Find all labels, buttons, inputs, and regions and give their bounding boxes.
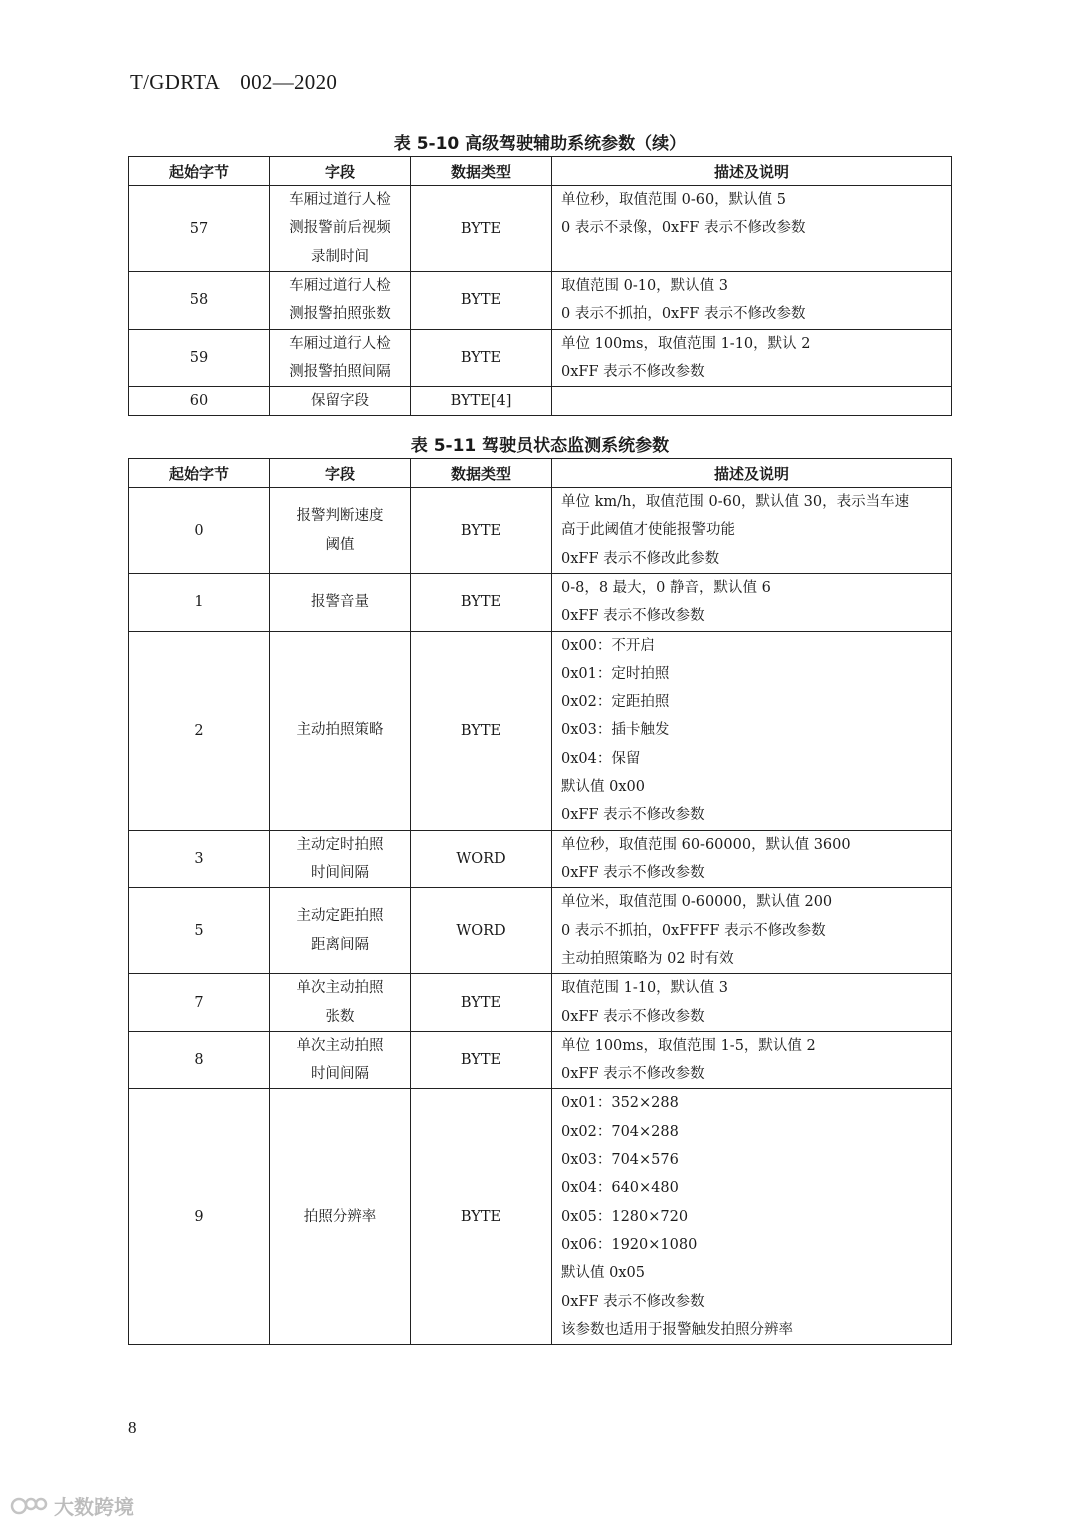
table-row [129,387,952,416]
header-description: 描述及说明 [552,459,952,488]
description-line: 单位 100ms，取值范围 1-5，默认值 2 [561,1037,816,1054]
description-line: 0x01：定时拍照 [561,665,670,682]
description-line: 0-8，8 最大，0 静音，默认值 6 [561,580,771,596]
description-line: 高于此阈值才使能报警功能 [561,522,735,539]
header-field: 字段 [270,459,411,488]
description-line: 0x04：640×480 [561,1180,679,1197]
cell-data-type: BYTE[4] [411,387,552,416]
cell-data-type: BYTE [411,488,552,574]
cell-field [270,186,411,272]
description-line: 取值范围 1-10，默认值 3 [561,980,729,997]
table-row [129,574,952,632]
cell-description [552,1031,952,1089]
table-row [129,1031,952,1089]
field-line: 测报警拍照张数 [289,306,391,323]
field-line: 车厢过道行人检 [289,192,391,209]
description-line: 取值范围 0-10，默认值 3 [561,278,729,294]
field-line: 报警判断速度 [296,508,384,525]
header-field: 字段 [270,157,411,186]
table-5-10 [128,156,952,416]
description-line: 0xFF 表示不修改参数 [561,1293,705,1310]
description-line: 0 表示不抓拍，0xFFFF 表示不修改参数 [561,922,826,939]
table-5-11-caption: 表 5-11 驾驶员状态监测系统参数 [410,436,670,456]
cell-start-byte: 8 [129,1031,270,1089]
field-line: 单次主动拍照 [296,1037,384,1054]
field-line: 时间间隔 [311,864,369,881]
description-line: 单位米，取值范围 0-60000，默认值 200 [561,894,833,911]
description-line: 0xFF 表示不修改此参数 [561,550,720,567]
cell-description [552,186,952,272]
description-line: 0xFF 表示不修改参数 [561,864,705,881]
table-row [129,631,952,830]
field-line: 主动定距拍照 [296,908,384,925]
field-line: 测报警拍照间隔 [289,363,391,380]
cell-field [270,1089,411,1345]
description-line: 0xFF 表示不修改参数 [561,807,705,824]
cell-start-byte: 2 [129,631,270,830]
description-line: 0 表示不抓拍，0xFF 表示不修改参数 [561,306,806,323]
cell-start-byte: 3 [129,830,270,888]
cell-description [552,488,952,574]
cell-description [552,1089,952,1345]
cell-description [552,574,952,632]
cell-description [552,272,952,330]
field-line: 报警音量 [311,594,369,611]
cell-start-byte: 59 [129,329,270,387]
field-line: 张数 [325,1008,355,1025]
field-line: 测报警前后视频 [289,220,391,237]
cell-description [552,974,952,1032]
cell-data-type: BYTE [411,272,552,330]
description-line: 0 表示不录像，0xFF 表示不修改参数 [561,220,806,237]
page-number: 8 [128,1418,137,1437]
cell-data-type: BYTE [411,1031,552,1089]
description-line: 0xFF 表示不修改参数 [561,363,705,380]
description-line: 0xFF 表示不修改参数 [561,1008,705,1025]
header-data-type: 数据类型 [411,459,552,488]
watermark-logo-icon [10,1495,50,1517]
description-line: 0x04：保留 [561,750,641,767]
cell-field [270,974,411,1032]
cell-data-type: WORD [411,830,552,888]
description-line: 0x06：1920×1080 [561,1236,698,1253]
table-5-10-caption: 表 5-10 高级驾驶辅助系统参数（续） [393,134,687,154]
table-row [129,888,952,974]
description-line: 单位秒，取值范围 60-60000，默认值 3600 [561,836,851,853]
cell-field [270,574,411,632]
cell-description [552,830,952,888]
cell-data-type: BYTE [411,574,552,632]
description-line: 0x02：定距拍照 [561,694,670,711]
document-header: T/GDRTA 002—2020 [130,70,338,94]
cell-start-byte: 60 [129,387,270,416]
cell-data-type: BYTE [411,186,552,272]
field-line: 保留字段 [311,393,369,410]
header-start-byte: 起始字节 [129,459,270,488]
description-line: 0x03：插卡触发 [561,722,670,739]
cell-description [552,329,952,387]
cell-field [270,888,411,974]
table-row [129,974,952,1032]
field-line: 主动拍照策略 [296,722,384,739]
cell-field [270,830,411,888]
cell-data-type: BYTE [411,1089,552,1345]
table-header-row [129,157,952,186]
header-start-byte: 起始字节 [129,157,270,186]
cell-start-byte: 7 [129,974,270,1032]
cell-field [270,329,411,387]
description-line: 默认值 0x00 [561,779,645,796]
watermark-text: 大数跨境 [54,1495,134,1519]
description-line: 0x05：1280×720 [561,1208,689,1225]
cell-start-byte: 1 [129,574,270,632]
cell-description [552,387,952,416]
cell-field [270,488,411,574]
table-row [129,830,952,888]
header-description: 描述及说明 [552,157,952,186]
description-line: 单位 100ms，取值范围 1-10，默认 2 [561,335,811,352]
description-line: 单位秒，取值范围 0-60，默认值 5 [561,192,787,208]
description-line: 单位 km/h，取值范围 0-60，默认值 30，表示当车速 [561,494,910,510]
table-row [129,186,952,272]
field-line: 车厢过道行人检 [289,278,391,294]
cell-start-byte: 58 [129,272,270,330]
cell-start-byte: 5 [129,888,270,974]
table-row [129,329,952,387]
table-row [129,272,952,330]
cell-field [270,272,411,330]
cell-description [552,631,952,830]
description-line: 0xFF 表示不修改参数 [561,608,705,625]
watermark [10,1491,134,1520]
description-line: 0x01：352×288 [561,1095,679,1112]
table-row [129,488,952,574]
table-header-row [129,459,952,488]
cell-data-type: BYTE [411,631,552,830]
field-line: 时间间隔 [311,1066,369,1083]
field-line: 阈值 [325,536,355,553]
header-data-type: 数据类型 [411,157,552,186]
description-line: 默认值 0x05 [561,1265,645,1282]
field-line: 车厢过道行人检 [289,335,391,352]
cell-description [552,888,952,974]
cell-data-type: WORD [411,888,552,974]
cell-start-byte: 0 [129,488,270,574]
field-line: 距离间隔 [311,936,369,953]
description-line: 0x00：不开启 [561,637,655,654]
cell-start-byte: 57 [129,186,270,272]
field-line: 录制时间 [311,248,369,265]
table-row [129,1089,952,1345]
cell-field [270,631,411,830]
description-line: 0x02：704×288 [561,1123,679,1140]
field-line: 主动定时拍照 [296,836,384,853]
cell-data-type: BYTE [411,974,552,1032]
field-line: 单次主动拍照 [296,980,384,997]
cell-start-byte: 9 [129,1089,270,1345]
cell-field [270,1031,411,1089]
cell-field [270,387,411,416]
table-5-11 [128,458,952,1345]
cell-data-type: BYTE [411,329,552,387]
description-line: 0xFF 表示不修改参数 [561,1066,705,1083]
field-line: 拍照分辨率 [303,1208,377,1225]
description-line: 0x03：704×576 [561,1152,679,1169]
description-line: 该参数也适用于报警触发拍照分辨率 [561,1321,793,1338]
description-line: 主动拍照策略为 02 时有效 [561,950,734,967]
